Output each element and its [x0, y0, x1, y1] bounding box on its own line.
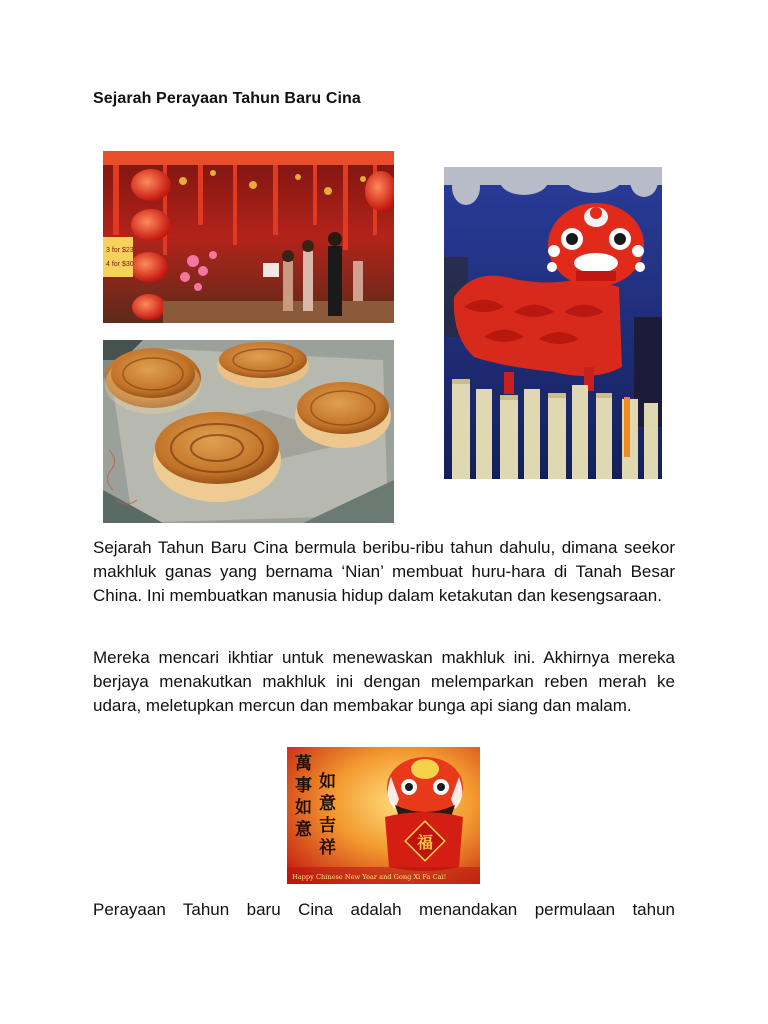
- cny-market-photo: [103, 151, 394, 323]
- cny-greeting-card-image: [287, 747, 480, 884]
- paragraph-2: Mereka mencari ikhtiar untuk menewaskan makhluk ini. Akhirnya mereka berjaya menakutkan makhluk ini dengan melemparkan reben merah ke udara, meletupkan mercun dan membakar bunga api siang dan malam.: [93, 648, 675, 715]
- card-char-2-4: 祥: [319, 838, 336, 858]
- card-greeting-banner: Happy Chinese New Year and Gong Xi Fa Cai!: [292, 873, 447, 881]
- card-char-1-1: 萬: [295, 754, 312, 774]
- paragraph-3: Perayaan Tahun baru Cina adalah menandakan permulaan tahun: [93, 900, 675, 919]
- paragraph-1: Sejarah Tahun Baru Cina bermula beribu-ribu tahun dahulu, dimana seekor makhluk ganas yang bernama ‘Nian’ membuat huru-hara di Tanah Besar China. Ini membuatkan manusia hidup dalam ketakutan dan kesengsaraan.: [93, 538, 675, 605]
- card-char-1-3: 如: [295, 798, 312, 818]
- market-sign-line2: 4 for $30: [106, 261, 134, 268]
- market-sign-line1: 3 for $23: [106, 247, 134, 254]
- card-char-1-2: 事: [295, 776, 312, 796]
- document-title: Sejarah Perayaan Tahun Baru Cina: [93, 90, 361, 107]
- mooncake-box-photo: [103, 340, 394, 523]
- card-fu-char: 福: [417, 833, 434, 852]
- card-char-2-2: 意: [319, 794, 336, 814]
- card-char-1-4: 意: [295, 820, 312, 840]
- card-char-2-1: 如: [319, 772, 336, 792]
- card-char-2-3: 吉: [319, 816, 336, 836]
- lion-dance-photo: [444, 167, 662, 479]
